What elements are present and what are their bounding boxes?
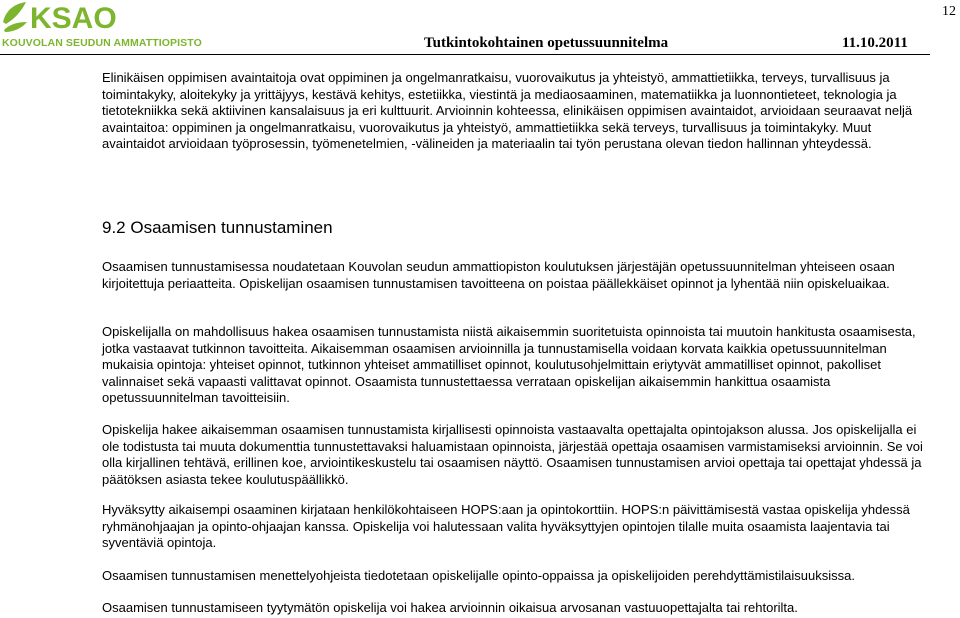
section-paragraph: Opiskelija hakee aikaisemman osaamisen tunnustamista kirjallisesti opinnoista vastaavalta opettajalta opintojakson alussa. Jos opiskelijalla ei ole todistusta tai muuta dokumenttia tunnustettavaksi haluamistaan opinnoista, järjestää opettaja osaamisen varmistamiseksi arvioinnin. Se voi olla kirjallinen tehtävä, erillinen koe, arviointikeskustelu tai osaamisen näyttö. Osaamisen tunnustamisen arvioi opettaja tai opettajat yhdessä ja päätöksen asiasta tekee koulutuspäällikkö.: [102, 422, 923, 487]
section-paragraph: Osaamisen tunnustamiseen tyytymätön opiskelija voi hakea arvioinnin oikaisua arvosanan vastuuopettajalta tai rehtorilta.: [102, 600, 798, 615]
logo-subtitle: KOUVOLAN SEUDUN AMMATTIOPISTO: [2, 37, 202, 49]
logo-wordmark: KSAO: [30, 2, 117, 35]
section-paragraph: Osaamisen tunnustamisen menettelyohjeista tiedotetaan opiskelijalle opinto-oppaissa ja opiskelijoiden perehdyttämistilaisuuksissa.: [102, 568, 855, 583]
section-paragraph: Osaamisen tunnustamisessa noudatetaan Kouvolan seudun ammattiopiston koulutuksen järjestäjän opetussuunnitelman yhteiseen osaan kirjoitettuja periaatteita. Opiskelijan osaamisen tunnustamisen tavoitteena on poistaa päällekkäiset opinnot ja lyhentää niin opiskeluaikaa.: [102, 259, 895, 291]
section-paragraph: Hyväksytty aikaisempi osaaminen kirjataan henkilökohtaiseen HOPS:aan ja opintokorttiin. HOPS:n päivittämisestä vastaa opiskelija yhdessä ryhmänohjaajan ja opinto-ohjaajan kanssa. Opiskelija voi halutessaan valita hyväksyttyjen opintojen tilalle muita osaamista laajentavia tai syventäviä opintoja.: [102, 502, 910, 550]
leaf-icon: [0, 0, 30, 36]
ksao-logo: [0, 0, 240, 52]
section-heading: 9.2 Osaamisen tunnustaminen: [102, 218, 333, 237]
intro-paragraph: Elinikäisen oppimisen avaintaitoja ovat oppiminen ja ongelmanratkaisu, vuorovaikutus ja yhteistyö, ammattietiikka, terveys, turvallisuus ja toimintakyky, aloitekyky ja yrittäjyys, kestävä kehitys, estetiikka, viestintä ja mediaosaaminen, matematiikka ja luonnontieteet, teknologia ja tietotekniikka sekä aktiivinen kansalaisuus ja eri kulttuurit. Arvioinnin kohteessa, elinikäisen oppimisen avaintaidot, arvioidaan seuraavat neljä avaintaitoa: oppiminen ja ongelmanratkaisu, vuorovaikutus ja yhteistyö, ammattietiikka sekä terveys, turvallisuus ja toimintakyky. Muut avaintaidot arvioidaan työprosessin, työmenetelmien, -välineiden ja materiaalin tai työn perustana olevan tiedon hallinnan yhteydessä.: [102, 70, 913, 151]
document-date: 11.10.2011: [842, 35, 908, 51]
header-divider: [0, 54, 930, 55]
document-title: Tutkintokohtainen opetussuunnitelma: [424, 35, 669, 51]
section-paragraph: Opiskelijalla on mahdollisuus hakea osaamisen tunnustamista niistä aikaisemmin suoritetuista opinnoista tai muutoin hankitusta osaamisesta, jotka vastaavat tutkinnon tavoitteita. Aikaisemman osaamisen arvioinnilla ja tunnustamisella voidaan korvata kaikkia opetussuunnitelman mukaisia opintoja: yhteiset opinnot, tutkinnon yhteiset ammatilliset opinnot, koulutusohjelmittain eriytyvät ammatilliset opinnot, pakolliset valinnaiset sekä vapaasti valittavat opinnot. Osaamista tunnustettaessa verrataan opiskelijan aikaisemmin hankittua osaamista opetussuunnitelman tavoitteisiin.: [102, 324, 916, 405]
page-number: 12: [942, 4, 956, 19]
